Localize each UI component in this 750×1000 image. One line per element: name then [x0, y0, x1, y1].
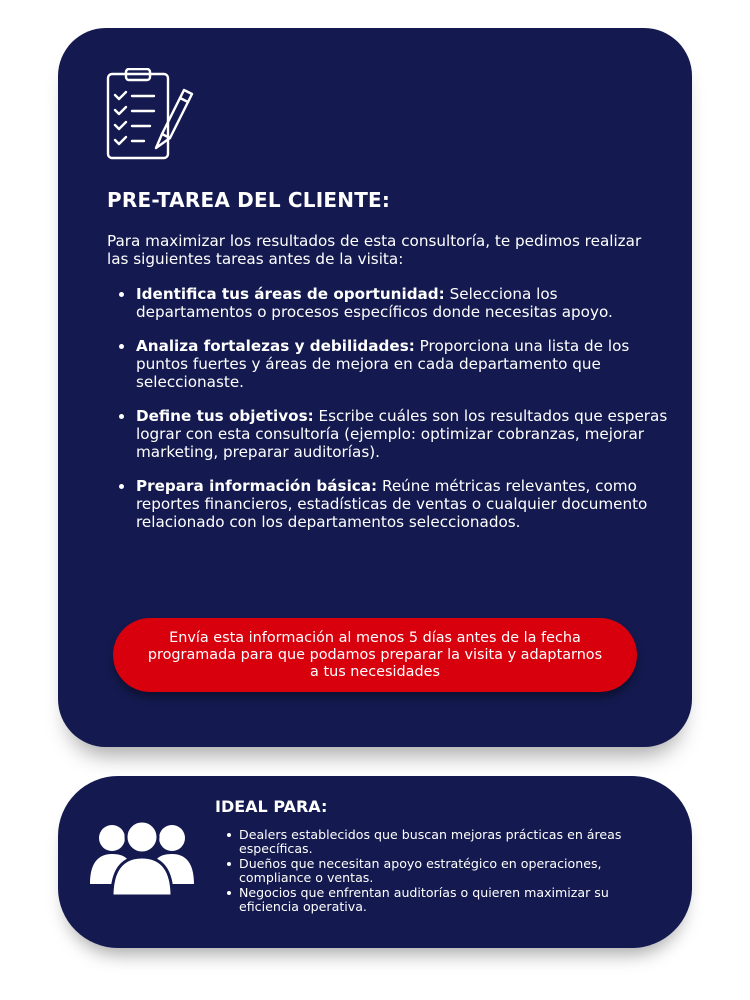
task-description: Escribe cuáles son los resultados que esperas lograr con esta consultoría (ejemplo: optimizar cobranzas, mejorar marketing, preparar auditorías). [136, 407, 668, 461]
ideal-for-title: IDEAL PARA: [215, 797, 328, 816]
task-heading: Define tus objetivos: [136, 407, 314, 425]
people-group-icon [90, 820, 194, 896]
task-item [136, 337, 676, 391]
task-description: Reúne métricas relevantes, como reportes financieros, estadísticas de ventas o cualquier documento relacionado con los departamentos seleccionados. [136, 477, 648, 531]
task-heading: Analiza fortalezas y debilidades: [136, 337, 415, 355]
page-title: PRE-TAREA DEL CLIENTE: [107, 188, 391, 212]
task-list [136, 285, 676, 547]
intro-text: Para maximizar los resultados de esta consultoría, te pedimos realizar las siguientes tareas antes de la visita: [107, 232, 642, 268]
pre-task-card [58, 28, 692, 747]
list-item: Dealers establecidos que buscan mejoras prácticas en áreas específicas. [239, 828, 659, 857]
task-heading: Prepara información básica: [136, 477, 378, 495]
ideal-for-list [239, 828, 659, 914]
task-item [136, 285, 676, 321]
task-item [136, 477, 676, 531]
task-description: Selecciona los departamentos o procesos específicos donde necesitas apoyo. [136, 285, 613, 321]
deadline-notice-banner [113, 618, 637, 692]
ideal-for-card [58, 776, 692, 948]
task-description: Proporciona una lista de los puntos fuertes y áreas de mejora en cada departamento que seleccionaste. [136, 337, 630, 391]
task-heading: Identifica tus áreas de oportunidad: [136, 285, 445, 303]
list-item: Negocios que enfrentan auditorías o quieren maximizar su eficiencia operativa. [239, 886, 659, 915]
deadline-notice-text: Envía esta información al menos 5 días antes de la fecha programada para que podamos preparar la visita y adaptarnos a tus necesidades [147, 629, 603, 680]
task-item [136, 407, 676, 461]
clipboard-checklist-pencil-icon [106, 68, 194, 160]
list-item: Dueños que necesitan apoyo estratégico en operaciones, compliance o ventas. [239, 857, 659, 886]
